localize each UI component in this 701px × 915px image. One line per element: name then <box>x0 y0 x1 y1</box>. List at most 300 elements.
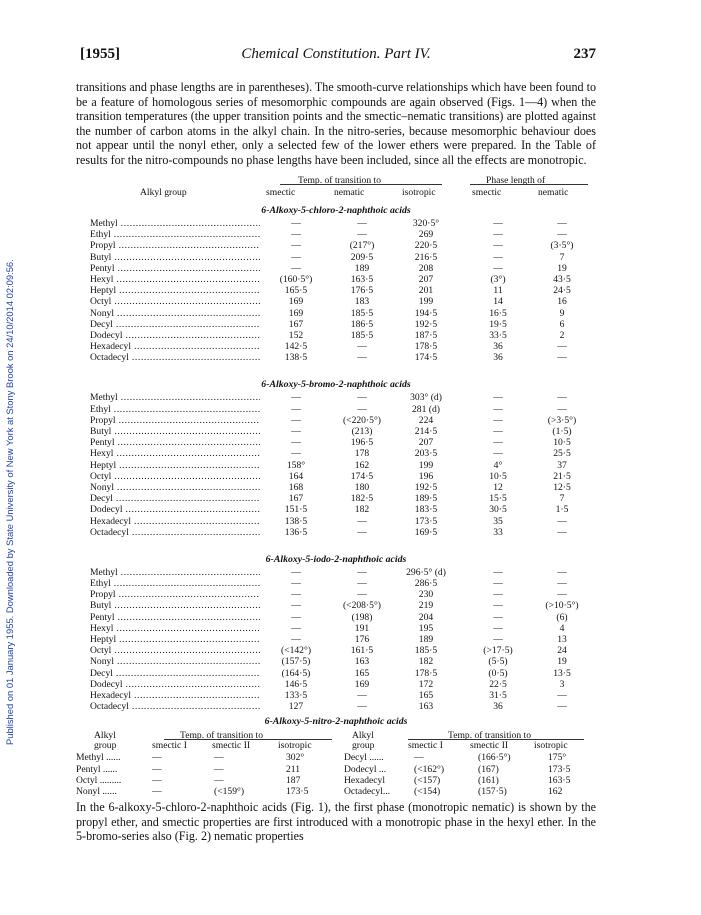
cell-smectic: — <box>291 578 301 590</box>
cell-phase-nematic: — <box>557 341 567 353</box>
cell-smectic: — <box>291 611 301 623</box>
alkyl-name: Butyl ..... <box>90 600 260 611</box>
table-row <box>76 426 596 437</box>
table-section <box>76 205 596 363</box>
alkyl-name: Pentyl ..... <box>90 263 260 274</box>
table-row <box>76 589 596 600</box>
cell-nematic: 163·5 <box>350 273 374 285</box>
cell-phase-smectic: 31·5 <box>489 689 507 701</box>
nitro-alkyl-right: Alkyl <box>352 730 374 742</box>
cell-isotropic: 187·5 <box>414 329 438 341</box>
nitro-cell: 175° <box>548 752 567 764</box>
table-row <box>76 448 596 459</box>
cell-phase-smectic: 12 <box>493 481 503 493</box>
cell-isotropic: 192·5 <box>414 318 438 330</box>
cell-phase-nematic: — <box>557 392 567 404</box>
nitro-section-title: 6-Alkoxy-5-nitro-2-naphthoic acids <box>264 716 408 728</box>
table-row <box>76 404 596 415</box>
cell-nematic: (213) <box>351 426 373 437</box>
cell-phase-smectic: — <box>493 251 503 263</box>
cell-smectic: 167 <box>288 493 304 505</box>
cell-phase-smectic: — <box>493 578 503 590</box>
cell-nematic: 162 <box>354 459 370 471</box>
alkyl-name: Hexadecyl ..... <box>90 341 260 352</box>
cell-isotropic: 173·5 <box>414 515 438 527</box>
alkyl-name: Octyl ..... <box>90 471 260 482</box>
cell-isotropic: 172 <box>418 678 434 690</box>
cell-smectic: — <box>291 251 301 263</box>
cell-smectic: — <box>291 600 301 612</box>
table-row <box>76 634 596 645</box>
cell-smectic: — <box>291 403 301 415</box>
cell-phase-smectic: — <box>493 589 503 601</box>
cell-nematic: 182 <box>354 504 370 516</box>
table-row <box>76 504 596 515</box>
cell-nematic: — <box>357 589 367 601</box>
cell-isotropic: 204 <box>418 611 434 623</box>
table-row <box>76 516 596 527</box>
cell-isotropic: 199 <box>418 296 434 308</box>
cell-phase-nematic: 16 <box>557 296 567 308</box>
alkyl-name: Decyl ..... <box>90 668 260 679</box>
cell-isotropic: 163 <box>418 701 434 713</box>
alkyl-name: Octadecyl ..... <box>90 527 260 538</box>
table-row <box>76 623 596 634</box>
cell-phase-nematic: (6) <box>556 611 568 623</box>
table-row <box>76 690 596 701</box>
alkyl-name: Ethyl ..... <box>90 229 260 240</box>
section-title: 6-Alkoxy-5-iodo-2-naphthoic acids <box>265 553 407 565</box>
cell-nematic: — <box>357 578 367 590</box>
cell-smectic: — <box>291 218 301 229</box>
page-number: 237 <box>573 46 596 62</box>
alkyl-name: Dodecyl ..... <box>90 504 260 515</box>
cell-phase-nematic: — <box>557 526 567 538</box>
nitro-rule-right <box>408 739 584 740</box>
table-row <box>76 330 596 341</box>
nitro-rule-left <box>164 739 332 740</box>
cell-isotropic: 286·5 <box>414 578 438 590</box>
nitro-cell: 211 <box>286 763 301 775</box>
nitro-alkyl-name: Dodecyl ... <box>344 763 387 775</box>
cell-nematic: — <box>357 515 367 527</box>
alkyl-name: Hexyl ..... <box>90 448 260 459</box>
nitro-cell: (167) <box>478 763 499 775</box>
cell-phase-smectic: — <box>493 229 503 241</box>
alkyl-name: Decyl ..... <box>90 493 260 504</box>
cell-phase-smectic: 33 <box>493 526 503 538</box>
cell-nematic: 176 <box>354 634 370 645</box>
cell-isotropic: 320·5° <box>412 218 440 229</box>
cell-phase-nematic: 21·5 <box>553 470 571 482</box>
cell-phase-smectic: — <box>493 600 503 612</box>
cell-nematic: — <box>357 218 367 229</box>
cell-isotropic: 216·5 <box>414 251 438 263</box>
download-watermark-text: Published on 01 January 1955. Downloaded by State University of New York at Stony Brook on 24/10/2014 02:09:56. <box>4 259 15 745</box>
cell-isotropic: 214·5 <box>414 426 438 437</box>
cell-nematic: 161·5 <box>350 645 374 657</box>
nitro-smectic-i-left: smectic I <box>152 740 187 752</box>
cell-phase-smectic: 33·5 <box>489 329 507 341</box>
nitro-isotropic-right: isotropic <box>534 740 568 752</box>
cell-isotropic: 174·5 <box>414 352 438 364</box>
cell-phase-smectic: — <box>493 218 503 229</box>
nitro-table <box>76 716 596 802</box>
cell-nematic: — <box>357 526 367 538</box>
cell-nematic: 174·5 <box>350 470 374 482</box>
cell-phase-nematic: 13·5 <box>553 667 571 679</box>
cell-phase-nematic: 19 <box>557 262 567 274</box>
table-row <box>76 612 596 623</box>
col-phase-nematic: nematic <box>538 187 569 198</box>
cell-phase-nematic: — <box>557 689 567 701</box>
cell-phase-nematic: — <box>557 515 567 527</box>
cell-smectic: 138·5 <box>284 352 308 364</box>
nitro-cell: (157·5) <box>478 785 507 797</box>
cell-nematic: (217°) <box>349 240 375 252</box>
cell-smectic: 127 <box>288 701 304 713</box>
table-row <box>76 274 596 285</box>
cell-smectic: — <box>291 634 301 645</box>
col-smectic: smectic <box>266 187 296 198</box>
cell-isotropic: 178·5 <box>414 667 438 679</box>
nitro-cell: — <box>214 752 224 764</box>
cell-phase-nematic: 24·5 <box>553 285 571 297</box>
nitro-alkyl-name: Methyl ...... <box>76 752 121 764</box>
cell-smectic: — <box>291 622 301 634</box>
nitro-cell: (<157) <box>414 774 441 786</box>
cell-smectic: 136·5 <box>284 526 308 538</box>
nitro-cell: — <box>152 785 162 797</box>
cell-isotropic: 296·5° (d) <box>406 566 446 578</box>
alkyl-name: Ethyl ..... <box>90 404 260 415</box>
cell-smectic: 158° <box>286 459 306 471</box>
cell-isotropic: 199 <box>418 459 434 471</box>
alkyl-name: Propyl ..... <box>90 589 260 600</box>
cell-phase-smectic: 14 <box>493 296 503 308</box>
cell-smectic: 151·5 <box>284 504 308 516</box>
cell-phase-smectic: — <box>493 566 503 578</box>
cell-nematic: — <box>357 566 367 578</box>
cell-phase-nematic: — <box>557 229 567 241</box>
alkyl-name: Hexyl ..... <box>90 274 260 285</box>
journal-page <box>76 44 596 802</box>
alkyl-name: Pentyl ..... <box>90 437 260 448</box>
cell-nematic: — <box>357 403 367 415</box>
table-row <box>76 668 596 679</box>
cell-isotropic: 169·5 <box>414 526 438 538</box>
nitro-temp-right: Temp. of transition to <box>448 730 531 742</box>
table-row <box>76 482 596 493</box>
cell-isotropic: 224 <box>418 414 434 426</box>
nitro-cell: 163·5 <box>548 774 571 786</box>
cell-nematic: — <box>357 229 367 241</box>
closing-paragraph: In the 6-alkoxy-5-chloro-2-naphthoic acids (Fig. 1), the first phase (monotropic nematic) is shown by the propyl ether, and smectic properties are first introduced with a monotropic phase in the hexyl ether. In the 5-bromo-series also (Fig. 2) nematic properties <box>76 800 596 843</box>
cell-smectic: (<142°) <box>280 645 312 657</box>
nitro-temp-left: Temp. of transition to <box>180 730 263 742</box>
cell-phase-smectic: 10·5 <box>489 470 507 482</box>
running-title: Chemical Constitution. Part IV. <box>241 46 431 62</box>
cell-isotropic: 195 <box>418 622 434 634</box>
cell-smectic: — <box>291 229 301 241</box>
nitro-cell: (<154) <box>414 785 441 797</box>
cell-phase-nematic: — <box>557 701 567 713</box>
cell-phase-smectic: — <box>493 240 503 252</box>
table-row <box>76 308 596 319</box>
cell-nematic: (<220·5°) <box>342 414 382 426</box>
cell-phase-smectic: (3°) <box>490 273 506 285</box>
cell-isotropic: 303° (d) <box>410 392 442 404</box>
table-row <box>76 645 596 656</box>
nitro-isotropic-left: isotropic <box>278 740 312 752</box>
table-row <box>76 679 596 690</box>
cell-phase-smectic: — <box>493 403 503 415</box>
alkyl-name: Dodecyl ..... <box>90 330 260 341</box>
nitro-cell: (166·5°) <box>478 752 511 764</box>
table-row <box>76 656 596 667</box>
alkyl-name: Heptyl ..... <box>90 460 260 471</box>
section-title: 6-Alkoxy-5-chloro-2-naphthoic acids <box>261 205 411 216</box>
cell-smectic: 152 <box>288 329 304 341</box>
nitro-alkyl-name: Octadecyl... <box>344 785 391 797</box>
cell-phase-smectic: 36 <box>493 701 503 713</box>
alkyl-name: Propyl ..... <box>90 240 260 251</box>
cell-phase-smectic: — <box>493 448 503 460</box>
nitro-cell: 302° <box>286 752 305 764</box>
nitro-cell: 162 <box>548 785 563 797</box>
phase-header: Phase length of <box>486 175 546 186</box>
cell-nematic: — <box>357 689 367 701</box>
alkyl-name: Methyl ..... <box>90 567 260 578</box>
cell-isotropic: 207 <box>418 437 434 449</box>
alkyl-name: Butyl ..... <box>90 252 260 263</box>
cell-phase-nematic: 24 <box>557 645 567 657</box>
table-row <box>76 460 596 471</box>
nitro-cell: — <box>152 774 162 786</box>
alkyl-group-header: Alkyl group <box>140 187 187 198</box>
cell-nematic: 183 <box>354 296 370 308</box>
alkyl-name: Octyl ..... <box>90 296 260 307</box>
cell-phase-nematic: — <box>557 589 567 601</box>
temp-header-rule <box>280 184 442 185</box>
cell-phase-smectic: — <box>493 262 503 274</box>
cell-isotropic: 208 <box>418 262 434 274</box>
col-isotropic: isotropic <box>402 187 436 198</box>
cell-smectic: 169 <box>288 307 304 319</box>
table-row <box>76 527 596 538</box>
cell-isotropic: 183·5 <box>414 504 438 516</box>
cell-smectic: 146·5 <box>284 678 308 690</box>
alkyl-name: Ethyl ..... <box>90 578 260 589</box>
cell-nematic: (198) <box>351 611 373 623</box>
cell-phase-smectic: (0·5) <box>488 667 508 679</box>
cell-isotropic: 165 <box>418 689 434 701</box>
table-row <box>76 218 596 229</box>
cell-smectic: — <box>291 262 301 274</box>
nitro-smectic-ii-left: smectic II <box>212 740 251 752</box>
cell-phase-smectic: — <box>493 437 503 449</box>
table-row <box>76 263 596 274</box>
alkyl-name: Nonyl ..... <box>90 482 260 493</box>
cell-phase-nematic: 43·5 <box>553 273 571 285</box>
cell-nematic: 185·5 <box>350 307 374 319</box>
phase-header-rule <box>470 184 588 185</box>
cell-isotropic: 196 <box>418 470 434 482</box>
cell-isotropic: 189·5 <box>414 493 438 505</box>
nitro-cell: (<162°) <box>414 763 445 775</box>
cell-phase-smectic: 30·5 <box>489 504 507 516</box>
cell-nematic: — <box>357 701 367 713</box>
alkyl-name: Octadecyl ..... <box>90 701 260 712</box>
cell-phase-smectic: 16·5 <box>489 307 507 319</box>
cell-phase-smectic: 35 <box>493 515 503 527</box>
table-row <box>76 567 596 578</box>
cell-nematic: 182·5 <box>350 493 374 505</box>
cell-isotropic: 201 <box>418 285 434 297</box>
cell-nematic: 186·5 <box>350 318 374 330</box>
table-row <box>76 471 596 482</box>
alkyl-name: Heptyl ..... <box>90 285 260 296</box>
cell-smectic: 164 <box>288 470 304 482</box>
table-header <box>76 175 596 205</box>
temp-header: Temp. of transition to <box>298 175 381 186</box>
cell-nematic: 176·5 <box>350 285 374 297</box>
cell-isotropic: 182 <box>418 656 434 668</box>
table-row <box>76 352 596 363</box>
nitro-cell: (<159°) <box>214 785 245 797</box>
nitro-alkyl-name: Decyl ...... <box>344 752 384 764</box>
nitro-cell: — <box>214 774 224 786</box>
cell-phase-nematic: 37 <box>557 459 567 471</box>
alkyl-name: Methyl ..... <box>90 392 260 403</box>
cell-nematic: — <box>357 352 367 364</box>
alkyl-name: Hexyl ..... <box>90 623 260 634</box>
section-title: 6-Alkoxy-5-bromo-2-naphthoic acids <box>261 379 411 391</box>
cell-phase-smectic: 4° <box>493 459 503 471</box>
cell-phase-nematic: 9 <box>559 307 565 319</box>
cell-nematic: 191 <box>354 622 370 634</box>
nitro-cell: 173·5 <box>286 785 309 797</box>
cell-phase-smectic: — <box>493 426 503 437</box>
cell-phase-nematic: — <box>557 403 567 415</box>
nitro-group-left: group <box>94 740 117 752</box>
table-section <box>76 379 596 537</box>
nitro-alkyl-left: Alkyl <box>94 730 116 742</box>
cell-nematic: (<208·5°) <box>342 600 382 612</box>
table-row <box>76 296 596 307</box>
cell-phase-smectic: 36 <box>493 341 503 353</box>
cell-phase-nematic: 25·5 <box>553 448 571 460</box>
nitro-cell: — <box>414 752 424 764</box>
cell-phase-smectic: 36 <box>493 352 503 364</box>
cell-phase-nematic: 6 <box>559 318 565 330</box>
cell-smectic: — <box>291 392 301 404</box>
cell-isotropic: 207 <box>418 273 434 285</box>
table-row <box>76 493 596 504</box>
cell-phase-nematic: — <box>557 352 567 364</box>
cell-smectic: — <box>291 448 301 460</box>
nitro-cell: — <box>152 763 162 775</box>
cell-isotropic: 194·5 <box>414 307 438 319</box>
cell-smectic: (160·5°) <box>279 273 313 285</box>
cell-nematic: 185·5 <box>350 329 374 341</box>
alkyl-name: Decyl ..... <box>90 319 260 330</box>
cell-phase-smectic: 15·5 <box>489 493 507 505</box>
cell-phase-nematic: (1·5) <box>552 426 572 437</box>
cell-smectic: — <box>291 589 301 601</box>
table-row <box>76 341 596 352</box>
table-row <box>76 240 596 251</box>
nitro-alkyl-name: Nonyl ...... <box>76 785 117 797</box>
cell-phase-smectic: (5·5) <box>488 656 508 668</box>
cell-phase-smectic: — <box>493 392 503 404</box>
cell-isotropic: 230 <box>418 589 434 601</box>
alkyl-name: Dodecyl ..... <box>90 679 260 690</box>
cell-isotropic: 185·5 <box>414 645 438 657</box>
table-row <box>76 392 596 403</box>
nitro-cell: — <box>152 752 162 764</box>
cell-smectic: 165·5 <box>284 285 308 297</box>
cell-nematic: 163 <box>354 656 370 668</box>
cell-smectic: (164·5) <box>281 667 311 679</box>
nitro-cell: 187 <box>286 774 301 786</box>
cell-phase-nematic: 12·5 <box>553 481 571 493</box>
cell-phase-nematic: 4 <box>559 622 565 634</box>
cell-isotropic: 281 (d) <box>412 403 440 415</box>
cell-phase-nematic: 19 <box>557 656 567 668</box>
cell-phase-smectic: 11 <box>493 285 503 297</box>
cell-phase-smectic: — <box>493 414 503 426</box>
cell-smectic: 169 <box>288 296 304 308</box>
cell-smectic: 133·5 <box>284 689 308 701</box>
table-row <box>76 285 596 296</box>
alkyl-name: Heptyl ..... <box>90 634 260 645</box>
nitro-cell: — <box>214 763 224 775</box>
alkyl-name: Propyl ..... <box>90 415 260 426</box>
cell-phase-nematic: — <box>557 218 567 229</box>
cell-smectic: — <box>291 426 301 437</box>
col-phase-smectic: smectic <box>472 187 502 198</box>
cell-smectic: 167 <box>288 318 304 330</box>
cell-phase-nematic: (3·5°) <box>550 240 574 252</box>
cell-nematic: — <box>357 392 367 404</box>
cell-phase-smectic: 22·5 <box>489 678 507 690</box>
page-header <box>76 44 596 66</box>
cell-smectic: — <box>291 414 301 426</box>
col-nematic: nematic <box>334 187 365 198</box>
alkyl-name: Hexadecyl ..... <box>90 516 260 527</box>
cell-nematic: — <box>357 341 367 353</box>
cell-isotropic: 269 <box>418 229 434 241</box>
cell-nematic: 165 <box>354 667 370 679</box>
alkyl-name: Butyl ..... <box>90 426 260 437</box>
cell-phase-smectic: — <box>493 622 503 634</box>
nitro-alkyl-name: Hexadecyl <box>344 774 386 786</box>
cell-phase-nematic: (>10·5°) <box>545 600 579 612</box>
cell-phase-nematic: 7 <box>559 251 565 263</box>
download-watermark <box>2 70 20 750</box>
cell-nematic: 180 <box>354 481 370 493</box>
cell-isotropic: 203·5 <box>414 448 438 460</box>
cell-phase-nematic: 3 <box>559 678 565 690</box>
cell-phase-smectic: 19·5 <box>489 318 507 330</box>
cell-isotropic: 192·5 <box>414 481 438 493</box>
alkyl-name: Nonyl ..... <box>90 656 260 667</box>
alkyl-name: Nonyl ..... <box>90 308 260 319</box>
table-row <box>76 578 596 589</box>
cell-nematic: 178 <box>354 448 370 460</box>
cell-smectic: (157·5) <box>281 656 311 668</box>
